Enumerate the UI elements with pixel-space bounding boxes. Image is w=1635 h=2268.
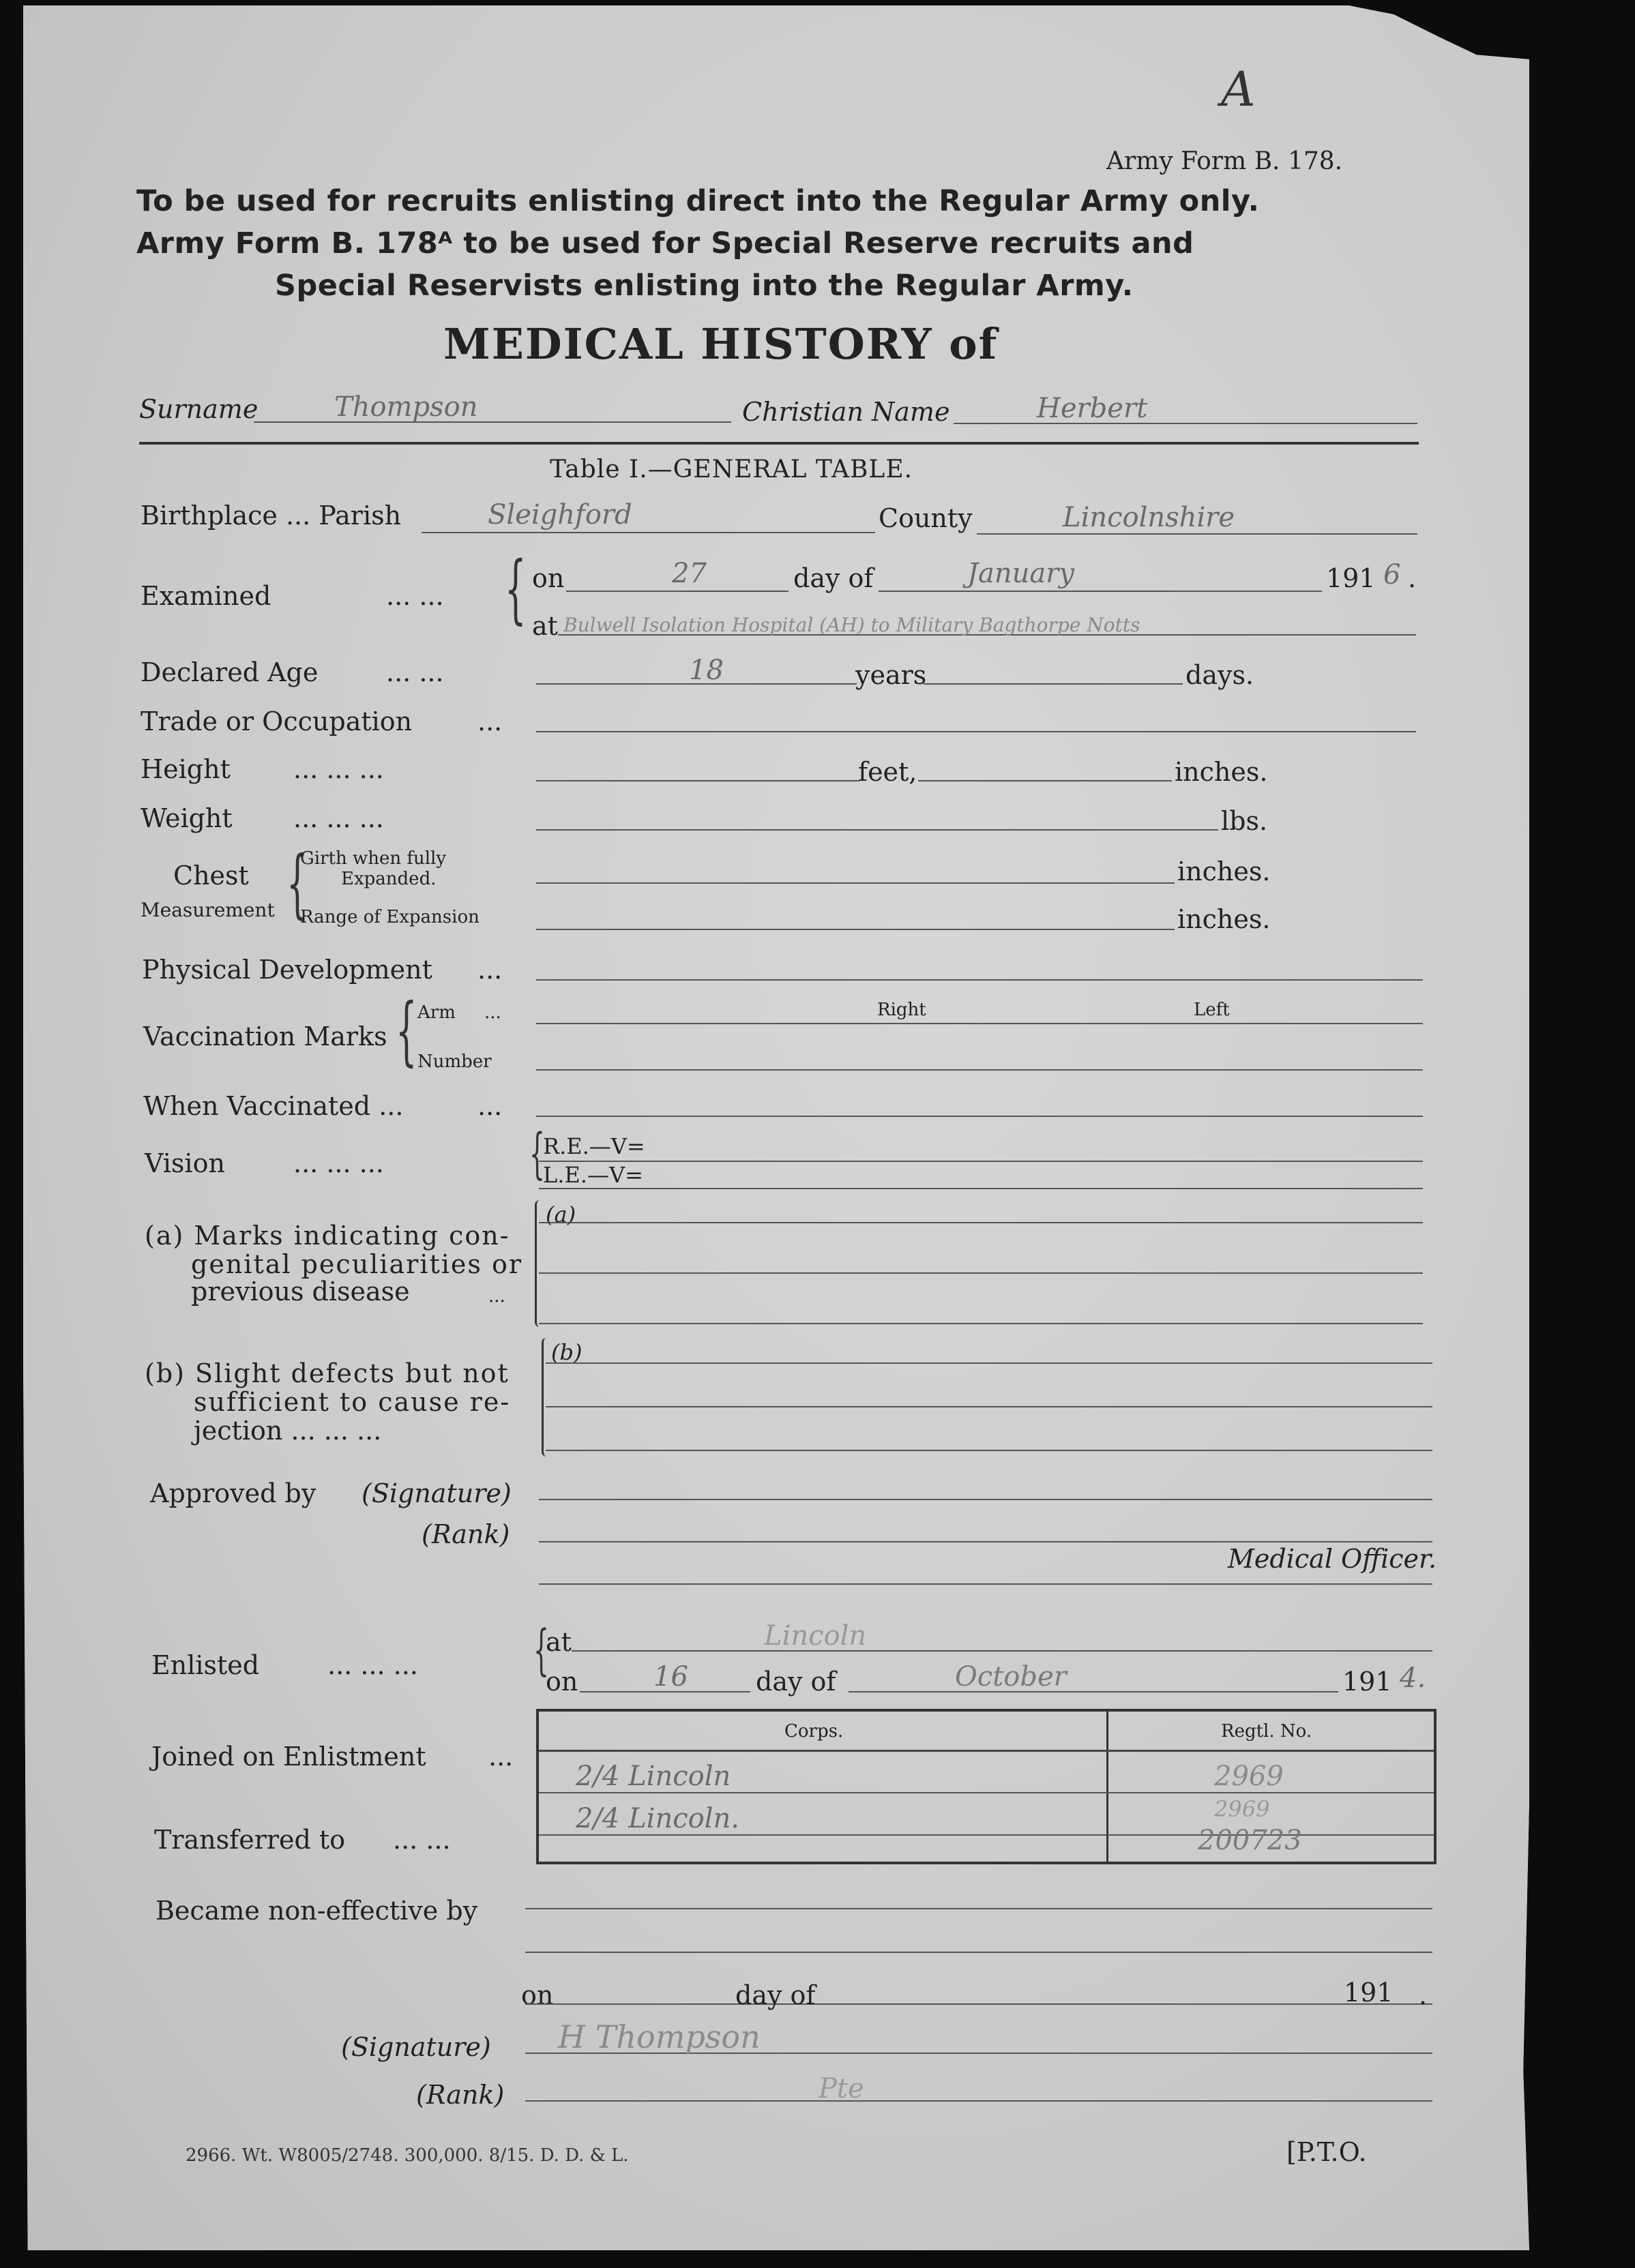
defects-b-tag: (b) (551, 1339, 583, 1365)
parish-value: Sleighford (488, 499, 632, 531)
weight-label: Weight (141, 803, 233, 833)
examined-year-dot: . (1408, 563, 1417, 593)
enlisted-month-value: October (955, 1661, 1067, 1692)
examined-day-of-label: day of (793, 563, 874, 593)
defects-b-line-b (546, 1406, 1432, 1407)
approved-rank-label: (Rank) (422, 1519, 510, 1549)
when-vaccinated-dots: ... (477, 1091, 503, 1121)
vaccination-arm-line (536, 1023, 1423, 1024)
non-effective-year-prefix: 191 (1344, 1978, 1394, 2008)
chest-measurement-label: Measurement (141, 899, 275, 921)
enlisted-label: Enlisted (151, 1650, 260, 1680)
defects-b-line-2: sufficient to cause re- (194, 1387, 511, 1417)
height-inches-line (918, 780, 1172, 781)
enlisted-day-of-label: day of (756, 1667, 836, 1697)
corps-row-rule-1 (539, 1792, 1434, 1793)
christian-name-label: Christian Name (742, 397, 950, 427)
christian-name-value: Herbert (1037, 393, 1148, 424)
vision-dots: ... ... ... (293, 1148, 384, 1178)
rank-value: Pte (819, 2073, 864, 2104)
page-title: MEDICAL HISTORY of (443, 319, 999, 369)
parish-line (422, 532, 875, 533)
examined-on-label: on (532, 563, 565, 593)
age-days-line (924, 683, 1183, 685)
county-value: Lincolnshire (1063, 502, 1235, 533)
height-feet-line (536, 780, 859, 781)
non-effective-on-label: on (521, 1980, 554, 2010)
surname-value: Thompson (334, 391, 478, 423)
vaccination-arm-label: Arm (417, 1002, 456, 1023)
christian-name-line (954, 423, 1417, 424)
defects-b-line-c (546, 1450, 1432, 1451)
trade-dots: ... (477, 706, 503, 736)
chest-label: Chest (173, 861, 249, 891)
defects-b-line-a (546, 1362, 1432, 1364)
instruction-line-1: To be used for recruits enlisting direct into the Regular Army only. (136, 184, 1260, 218)
instruction-line-3: Special Reservists enlisting into the Regular Army. (275, 269, 1134, 303)
approved-signature-line (539, 1499, 1432, 1500)
enlisted-at-value: Lincoln (764, 1620, 867, 1652)
declared-age-dots: ... ... (386, 657, 444, 687)
imprint-line: 2966. Wt. W8005/2748. 300,000. 8/15. D. D. & L. (186, 2145, 629, 2166)
corps-row-1-regtl: 2969 (1214, 1761, 1284, 1792)
surname-label: Surname (139, 394, 259, 424)
examined-month-line (879, 591, 1322, 592)
height-feet-label: feet, (858, 757, 917, 787)
physical-line (536, 979, 1423, 981)
range-inches-label: inches. (1177, 904, 1271, 934)
examined-dots: ... ... (386, 581, 444, 611)
vaccination-label: Vaccination Marks (143, 1021, 387, 1051)
girth-inches-label: inches. (1177, 856, 1271, 886)
approved-medical-line (539, 1583, 1432, 1585)
approved-signature-label: (Signature) (362, 1478, 512, 1508)
examined-day-line (566, 591, 789, 592)
approved-rank-line (539, 1541, 1432, 1542)
corps-table (536, 1709, 1437, 1864)
transferred-label: Transferred to (154, 1825, 346, 1855)
vision-brace: { (529, 1122, 545, 1185)
county-label: County (879, 503, 973, 533)
non-effective-year-dot: . (1419, 1980, 1428, 2010)
rank-label: (Rank) (416, 2080, 505, 2110)
enlisted-brace: { (533, 1618, 549, 1682)
corps-table-divider (1106, 1712, 1108, 1862)
vaccination-right-label: Right (877, 1000, 926, 1020)
defects-b-line-1: (b) Slight defects but not (145, 1358, 510, 1388)
form-number: Army Form B. 178. (1106, 147, 1343, 175)
corps-extra-regtl: 200723 (1198, 1825, 1302, 1856)
corps-column-header: Corps. (784, 1721, 844, 1742)
vision-re: R.E.—V= (543, 1133, 645, 1159)
marks-a-line-1: (a) Marks indicating con- (145, 1221, 510, 1251)
examined-year-prefix: 191 (1326, 563, 1376, 593)
birthplace-label: Birthplace ... Parish (141, 501, 402, 531)
age-years-value: 18 (689, 655, 724, 686)
age-years-label: years (855, 660, 927, 690)
chest-brace: { (286, 839, 308, 927)
weight-lbs-label: lbs. (1221, 806, 1268, 836)
enlisted-dots: ... ... ... (327, 1650, 418, 1680)
enlisted-year-suffix: 4. (1400, 1662, 1426, 1694)
marks-a-line-3: previous disease (191, 1277, 410, 1307)
girth-line (536, 882, 1175, 884)
marks-a-line-b (539, 1272, 1423, 1274)
surname-line (254, 421, 731, 423)
marks-a-dots: ... (488, 1286, 505, 1307)
vision-re-line (539, 1161, 1423, 1162)
signature-value: H Thompson (558, 2018, 761, 2055)
vision-le-line (539, 1188, 1423, 1189)
non-effective-line-2 (525, 1952, 1432, 1953)
enlisted-at-label: at (546, 1627, 572, 1657)
trade-label: Trade or Occupation (141, 706, 413, 736)
height-inches-label: inches. (1175, 757, 1268, 787)
age-days-label: days. (1185, 660, 1254, 690)
non-effective-line-1 (525, 1908, 1432, 1909)
marks-a-line-a (539, 1222, 1423, 1223)
examined-year-suffix: 6 (1383, 559, 1401, 591)
girth-label-1: Girth when fully (300, 848, 447, 869)
enlisted-day-value: 16 (653, 1661, 688, 1692)
height-label: Height (141, 754, 231, 784)
defects-b-line-3: jection ... ... ... (194, 1416, 382, 1446)
approved-label: Approved by (150, 1478, 316, 1508)
enlisted-year-prefix: 191 (1342, 1667, 1392, 1697)
non-effective-day-of-label: day of (735, 1980, 816, 2010)
trade-line (536, 731, 1416, 732)
examined-month-value: January (967, 558, 1074, 589)
examined-brace: { (505, 545, 527, 632)
corps-row-1-corps: 2/4 Lincoln (576, 1761, 731, 1792)
joined-label: Joined on Enlistment (151, 1742, 426, 1772)
enlisted-on-label: on (546, 1667, 578, 1697)
rank-line (525, 2100, 1432, 2102)
corps-header-rule (539, 1750, 1434, 1752)
vaccination-number-line (536, 1069, 1423, 1071)
signature-label: (Signature) (341, 2032, 491, 2062)
range-label: Range of Expansion (300, 907, 480, 927)
non-effective-label: Became non-effective by (156, 1896, 478, 1926)
pto-label: [P.T.O. (1286, 2137, 1367, 2167)
weight-dots: ... ... ... (293, 803, 384, 833)
declared-age-label: Declared Age (141, 657, 319, 687)
enlisted-month-line (849, 1691, 1338, 1692)
vaccination-brace: { (396, 987, 417, 1074)
range-line (536, 929, 1175, 930)
marks-a-line-2: genital peculiarities or (191, 1249, 522, 1279)
joined-dots: ... (488, 1742, 514, 1772)
weight-line (536, 829, 1218, 831)
enlisted-at-line (572, 1650, 1432, 1652)
vaccination-number-label: Number (417, 1051, 492, 1072)
medical-officer-label: Medical Officer. (1228, 1544, 1437, 1574)
non-effective-date-line (525, 2003, 1432, 2005)
corner-mark: A (1221, 61, 1256, 117)
regtl-column-header: Regtl. No. (1221, 1721, 1312, 1742)
girth-label-2: Expanded. (341, 869, 437, 889)
vaccination-arm-dots: ... (484, 1002, 501, 1023)
when-vaccinated-label: When Vaccinated ... (143, 1091, 404, 1121)
vaccination-left-label: Left (1194, 1000, 1230, 1020)
county-line (977, 533, 1417, 535)
defects-b-brace (542, 1338, 546, 1457)
examined-day-value: 27 (672, 558, 707, 589)
corps-row-2-regtl: 2969 (1214, 1796, 1270, 1822)
vision-label: Vision (145, 1148, 225, 1178)
examined-at-value: Bulwell Isolation Hospital (AH) to Military Bagthorpe Notts (563, 614, 1140, 636)
examined-label: Examined (141, 581, 271, 611)
marks-a-line-c (539, 1323, 1423, 1324)
table-title: Table I.—GENERAL TABLE. (550, 456, 913, 483)
corps-row-2-corps: 2/4 Lincoln. (576, 1803, 739, 1834)
header-rule (139, 442, 1419, 445)
instruction-line-2: Army Form B. 178ᴬ to be used for Special Reserve recruits and (136, 226, 1194, 260)
transferred-dots: ... ... (393, 1825, 451, 1855)
marks-a-brace (535, 1200, 540, 1327)
examined-at-label: at (532, 611, 558, 641)
marks-a-tag: (a) (546, 1202, 576, 1227)
physical-label: Physical Development (142, 955, 432, 985)
when-vaccinated-line (536, 1116, 1423, 1117)
vision-le: L.E.—V= (543, 1162, 643, 1188)
height-dots: ... ... ... (293, 754, 384, 784)
physical-dots: ... (477, 955, 503, 985)
